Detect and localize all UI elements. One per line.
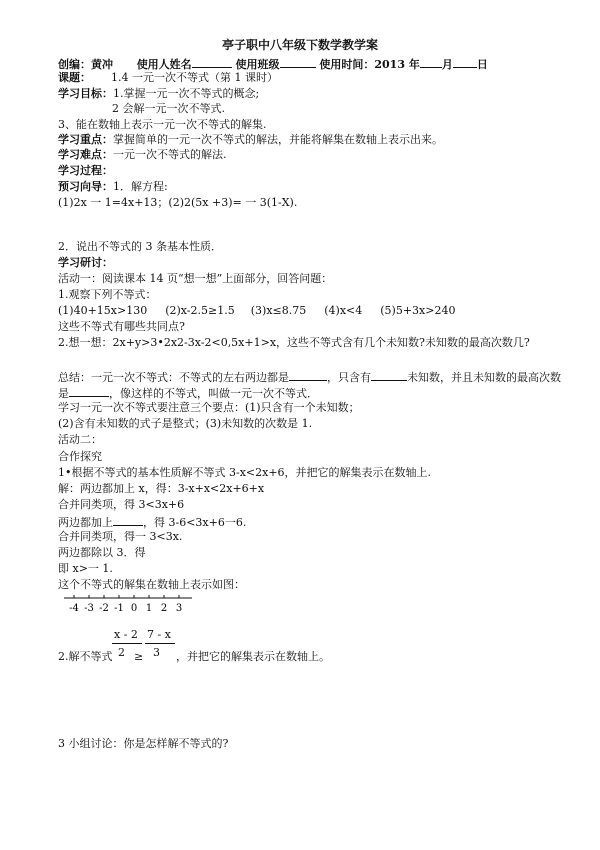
solution-step-3a: 两边都加上 — [58, 516, 113, 529]
activity-1: 活动一：阅读课本 14 页“想一想”上面部分，回答问题： — [58, 272, 333, 285]
axis-tick-label: -1 — [114, 603, 124, 614]
user-name-label: 使用人姓名 — [136, 58, 192, 71]
fraction-1-bar — [112, 643, 142, 644]
summary-blank-1[interactable] — [289, 369, 327, 381]
summary-part-b: ，只含有 — [327, 371, 371, 384]
difficulty-line — [58, 148, 227, 162]
page-title: 亭子职中八年级下数学教学案 — [221, 38, 378, 52]
difficulty-text: 一元一次不等式的解法. — [113, 148, 227, 161]
focus-text: 掌握简单的一元一次不等式的解法，并能将解集在数轴上表示出来。 — [113, 133, 443, 146]
month-blank[interactable] — [420, 56, 442, 68]
solution-blank[interactable] — [113, 514, 143, 526]
equations: (1)2x 一 1=4x+13；(2)2(5x +3)= 一 3(1-X). — [58, 196, 298, 209]
note-2: (2)含有未知数的式子是整式；(3)未知数的次数是 1. — [58, 417, 313, 430]
fraction-1-denominator: 2 — [118, 646, 125, 659]
task-1: 1•根据不等式的基本性质解不等式 3-x<2x+6，并把它的解集表示在数轴上. — [58, 466, 432, 479]
common-question: 这些不等式有哪些共同点? — [58, 320, 185, 333]
day-label: 日 — [476, 58, 488, 71]
solution-step-7: 这个不等式的解集在数轴上表示如图： — [58, 578, 245, 591]
inequality-3: (3)x≤8.75 — [250, 304, 307, 317]
goal-3: 3、能在数轴上表示一元一次不等式的解集. — [58, 118, 267, 131]
summary-line-2 — [58, 385, 318, 401]
process-heading: 学习过程： — [58, 164, 113, 177]
solution-step-2: 合并同类项，得 3<3x+6 — [58, 498, 185, 511]
fraction-2-numerator: 7 - x — [147, 628, 171, 641]
summary-line-1 — [58, 369, 561, 385]
class-label: 使用班级 — [235, 58, 280, 71]
preview-label: 预习向导： — [58, 180, 113, 193]
solution-step-3 — [58, 514, 246, 530]
activity-2: 活动二： — [58, 433, 102, 446]
class-blank[interactable] — [280, 56, 316, 68]
month-label: 月 — [441, 58, 453, 71]
axis-tick-label: -2 — [99, 603, 109, 614]
group-discussion: 3 小组讨论：你是怎样解不等式的? — [58, 737, 229, 750]
goal-label: 学习目标： — [58, 87, 113, 100]
axis-tick-label: 3 — [175, 603, 183, 614]
study-heading: 学习研讨： — [58, 256, 113, 269]
axis-tick-label: 0 — [130, 603, 138, 614]
user-name-blank[interactable] — [192, 56, 232, 68]
preview-2: 2．说出不等式的 3 条基本性质． — [58, 240, 222, 253]
task-2-suffix: ，并把它的解集表示在数轴上。 — [176, 650, 330, 663]
summary-part-d: 是 — [58, 387, 69, 400]
task-2-prefix: 2.解不等式 — [58, 650, 113, 663]
solution-step-5: 两边都除以 3．得 — [58, 546, 146, 559]
solution-step-1: 解：两边都加上 x，得：3-x+x<2x+6+x — [58, 482, 265, 495]
topic-label: 课题： — [58, 71, 91, 84]
axis-tick-label: 1 — [145, 603, 153, 614]
relation-symbol: ≥ — [134, 650, 144, 663]
summary-part-a: 总结：一元一次不等式：不等式的左右两边都是 — [58, 371, 289, 384]
fraction-2-denominator: 3 — [153, 646, 160, 659]
preview-1: 1．解方程: — [113, 180, 168, 193]
topic-line — [58, 71, 278, 85]
summary-blank-2[interactable] — [371, 369, 407, 381]
goal-2: 2 会解一元一次不等式. — [112, 102, 225, 115]
editor-label: 创编： — [58, 58, 91, 71]
axis-tick-label: -4 — [69, 603, 79, 614]
summary-part-e: ，像这样的不等式，叫做一元一次不等式． — [109, 387, 318, 400]
day-blank[interactable] — [453, 56, 477, 68]
inequality-5: (5)5+3x>240 — [380, 304, 456, 317]
number-line — [64, 594, 194, 616]
preview-line — [58, 180, 168, 194]
think-question: 2.想一想：2x+y>3•2x2-3x-2<0,5x+1>x，这些不等式含有几个未知数?未知数的最高次数几? — [58, 336, 530, 349]
solution-step-3b: ，得 3-6<3x+6一6. — [143, 516, 247, 529]
difficulty-label: 学习难点： — [58, 148, 113, 161]
topic-text: 1.4 一元一次不等式（第 1 课时） — [111, 71, 278, 84]
inequality-list — [58, 304, 455, 318]
axis-tick-label: 2 — [160, 603, 168, 614]
explore-heading: 合作探究 — [58, 450, 102, 463]
summary-blank-3[interactable] — [69, 385, 109, 397]
inequality-4: (4)x<4 — [324, 304, 363, 317]
inequality-1: (1)40+15x>130 — [58, 304, 148, 317]
note-1: 学习一元一次不等式要注意三个要点：(1)只含有一个未知数； — [58, 401, 360, 414]
editor-name: 黄冲 — [91, 58, 113, 71]
observe-prompt: 1.观察下列不等式： — [58, 288, 157, 301]
fraction-1-numerator: x - 2 — [114, 628, 138, 641]
focus-label: 学习重点： — [58, 133, 113, 146]
fraction-2-bar — [145, 643, 175, 644]
header-info-line — [58, 56, 488, 72]
solution-step-4: 合并同类项，得一 3<3x. — [58, 530, 183, 543]
goal-1: 1.掌握一元一次不等式的概念; — [113, 87, 260, 100]
inequality-2: (2)x-2.5≥1.5 — [165, 304, 235, 317]
goal-line-1 — [58, 87, 259, 101]
time-label: 使用时间：2013 年 — [319, 58, 420, 71]
solution-step-6: 即 x>一 1. — [58, 562, 113, 575]
focus-line — [58, 133, 443, 147]
axis-tick-label: -3 — [84, 603, 94, 614]
summary-part-c: 未知数，并且未知数的最高次数 — [407, 371, 561, 384]
